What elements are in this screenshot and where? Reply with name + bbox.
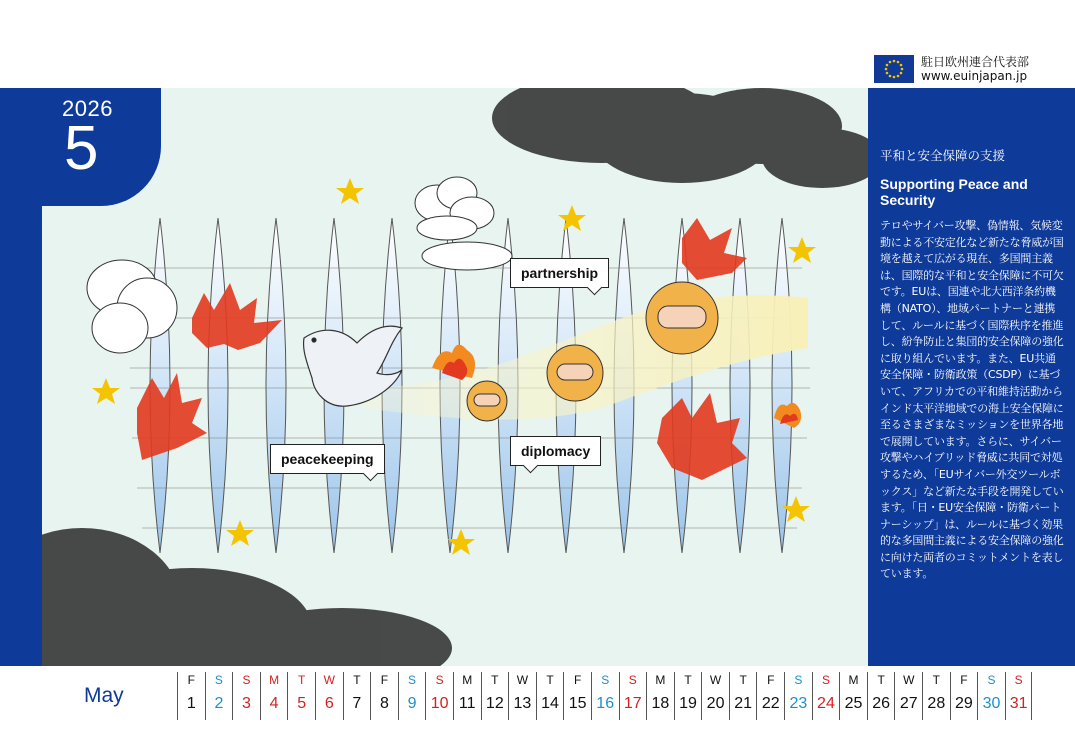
date-number: 14 <box>541 695 559 712</box>
date-number: 7 <box>352 695 362 712</box>
calendar-day[interactable] <box>977 672 1005 720</box>
illustration <box>42 88 868 666</box>
day-of-week-label: M <box>462 673 473 687</box>
calendar-day[interactable] <box>563 672 591 720</box>
day-of-week-label: T <box>877 673 885 687</box>
day-of-week-label: F <box>960 673 968 687</box>
date-number: 23 <box>789 695 808 712</box>
day-of-week-label: W <box>709 673 722 687</box>
calendar-day[interactable] <box>508 672 536 720</box>
calendar-day[interactable] <box>950 672 978 720</box>
date-number: 31 <box>1009 695 1028 712</box>
calendar-day[interactable] <box>425 672 453 720</box>
day-of-week-label: S <box>242 673 251 687</box>
calendar-day[interactable] <box>315 672 343 720</box>
day-of-week-label: S <box>987 673 996 687</box>
calendar-day[interactable] <box>287 672 315 720</box>
date-number: 19 <box>679 695 697 712</box>
day-of-week-label: M <box>848 673 859 687</box>
calendar-day[interactable] <box>756 672 784 720</box>
calendar-day[interactable] <box>784 672 812 720</box>
calendar-day[interactable] <box>343 672 371 720</box>
calendar-strip <box>0 666 1075 756</box>
date-number: 13 <box>513 695 532 712</box>
date-number: 3 <box>242 695 251 712</box>
calendar-month-label: May <box>84 684 124 707</box>
date-number: 9 <box>407 695 417 712</box>
day-of-week-label: S <box>214 673 223 687</box>
month-number: 5 <box>64 114 99 183</box>
calendar-day[interactable] <box>591 672 619 720</box>
calendar-day[interactable] <box>481 672 509 720</box>
white-cloud-top <box>415 177 512 270</box>
day-of-week-label: M <box>655 673 666 687</box>
date-number: 30 <box>982 695 1001 712</box>
date-number: 28 <box>927 695 946 712</box>
calendar-day[interactable] <box>674 672 702 720</box>
day-of-week-label: T <box>491 673 499 687</box>
calendar-day[interactable] <box>260 672 288 720</box>
panel-jp-title: 平和と安全保障の支援 <box>880 148 1006 163</box>
day-of-week-label: M <box>269 673 280 687</box>
calendar-day[interactable] <box>839 672 867 720</box>
date-number: 25 <box>844 695 863 712</box>
panel-en-title: Supporting Peace and Security <box>880 176 1028 208</box>
calendar-day[interactable] <box>177 672 205 720</box>
partnership-bubble: partnership <box>510 258 609 288</box>
calendar-days <box>177 672 1032 720</box>
calendar-day[interactable] <box>922 672 950 720</box>
date-number: 26 <box>872 695 891 712</box>
day-of-week-label: T <box>298 673 306 687</box>
date-number: 4 <box>269 695 279 712</box>
date-number: 1 <box>186 695 196 712</box>
calendar-day[interactable] <box>398 672 426 720</box>
day-of-week-label: T <box>684 673 692 687</box>
date-number: 8 <box>380 695 389 712</box>
day-of-week-label: T <box>353 673 361 687</box>
calendar-day[interactable] <box>1005 672 1033 720</box>
calendar-day[interactable] <box>370 672 398 720</box>
date-number: 21 <box>734 695 753 712</box>
date-number: 22 <box>761 695 780 712</box>
calendar-day[interactable] <box>701 672 729 720</box>
calendar-day[interactable] <box>894 672 922 720</box>
top-bar <box>0 0 1075 88</box>
day-of-week-label: S <box>821 673 830 687</box>
eu-flag-icon <box>874 55 914 83</box>
calendar-day[interactable] <box>867 672 895 720</box>
calendar-day[interactable] <box>646 672 674 720</box>
day-of-week-label: F <box>767 673 775 687</box>
calendar-day[interactable] <box>232 672 260 720</box>
date-number: 2 <box>214 695 224 712</box>
date-number: 15 <box>568 695 587 712</box>
date-number: 16 <box>596 695 615 712</box>
org-name: 駐日欧州連合代表部 <box>921 55 1030 69</box>
day-of-week-label: S <box>601 673 610 687</box>
day-of-week-label: T <box>932 673 940 687</box>
date-number: 27 <box>899 695 918 712</box>
day-of-week-label: F <box>187 673 195 687</box>
eu-delegation-brand[interactable] <box>874 55 1029 83</box>
calendar-day[interactable] <box>729 672 757 720</box>
date-number: 29 <box>955 695 973 712</box>
date-number: 5 <box>297 695 307 712</box>
day-of-week-label: W <box>516 673 529 687</box>
day-of-week-label: S <box>1014 673 1023 687</box>
storm-cloud-bottom <box>42 528 452 666</box>
date-number: 11 <box>458 695 476 712</box>
illustration-artwork <box>42 88 868 666</box>
year-label: 2026 <box>62 96 113 121</box>
date-number: 6 <box>324 695 334 712</box>
date-number: 24 <box>817 695 835 712</box>
date-number: 12 <box>485 695 504 712</box>
day-of-week-label: W <box>903 673 915 687</box>
day-of-week-label: T <box>546 673 554 687</box>
day-of-week-label: S <box>794 673 803 687</box>
calendar-day[interactable] <box>536 672 564 720</box>
info-panel <box>868 88 1075 666</box>
date-number: 18 <box>651 695 670 712</box>
day-of-week-label: S <box>435 673 444 687</box>
panel-body-text: テロやサイバー攻撃、偽情報、気候変動による不安定化など新たな脅威が国境を越えて広がる現在、多国間主義は、国際的な平和と安全保障に不可欠です。EUは、国連や北大西洋条約機構（NATO）、地域パートナーと連携して、ルールに基づく国際秩序を推進し、紛争防止と集団的安全保障の強化に取り組んでいます。また、EU共通安全保障・防衛政策（CSDP）に基づいて、アフリカでの平和維持活動からインド太平洋地域での海上安全保障に至るさまざまなミッションを世界各地で展開しています。さらに、サイバー攻撃やハイブリッド脅威に共同で対処するため、「EUサイバー外交ツールボックス」など新たな手段を開発しています。「日・EU安全保障・防衛パートナーシップ」は、ルールに基づく効果的な多国間主義による安全保障の強化に向けた両者のコミットメントを表しています。 <box>880 219 1064 581</box>
day-of-week-label: S <box>628 673 637 687</box>
date-number: 20 <box>706 695 725 712</box>
day-of-week-label: W <box>323 673 335 687</box>
day-of-week-label: S <box>408 673 417 687</box>
storm-cloud-top <box>492 88 868 188</box>
day-of-week-label: F <box>573 673 582 687</box>
calendar-day[interactable] <box>619 672 647 720</box>
day-of-week-label: T <box>739 673 747 687</box>
calendar-day[interactable] <box>453 672 481 720</box>
calendar-day[interactable] <box>812 672 840 720</box>
date-number: 10 <box>430 695 449 712</box>
date-number: 17 <box>623 695 642 712</box>
calendar-day[interactable] <box>205 672 233 720</box>
day-of-week-label: F <box>380 673 389 687</box>
date-badge <box>0 88 161 206</box>
website-link[interactable]: www.euinjapan.jp <box>921 69 1028 83</box>
diplomacy-bubble: diplomacy <box>510 436 601 466</box>
peacekeeping-bubble: peacekeeping <box>270 444 385 474</box>
